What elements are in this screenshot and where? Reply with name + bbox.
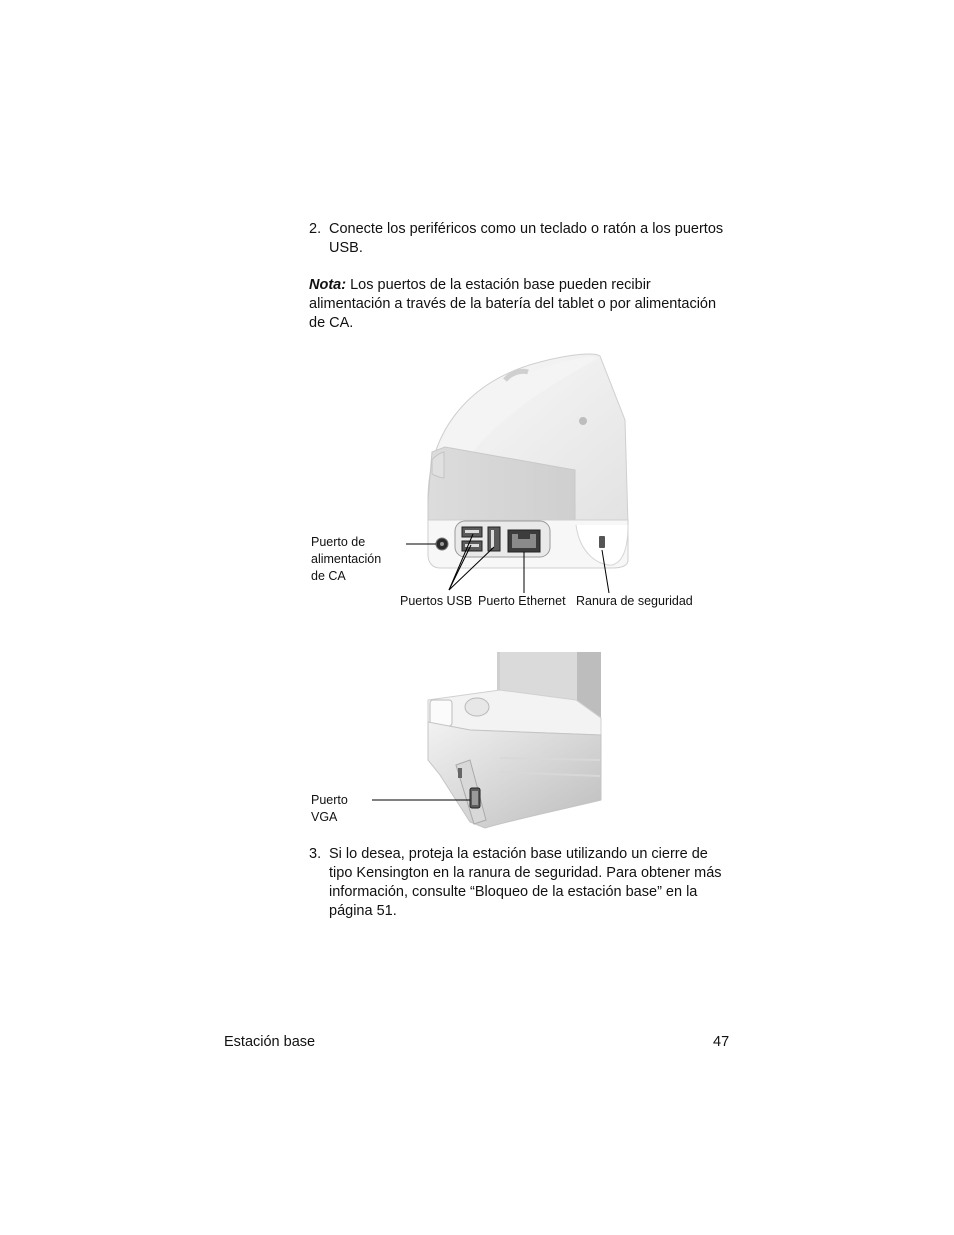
- step-line: Si lo desea, proteja la estación base utilizando un cierre de: [329, 846, 708, 862]
- footer-page-number: 47: [713, 1034, 730, 1050]
- step-line: tipo Kensington en la ranura de seguridad. Para obtener más: [329, 865, 722, 881]
- note-label: Nota:: [309, 277, 347, 293]
- step-line: USB.: [329, 240, 363, 256]
- step-line: página 51.: [329, 903, 397, 919]
- label-line: VGA: [311, 810, 338, 824]
- label-line: alimentación: [311, 552, 382, 566]
- step-line: Conecte los periféricos como un teclado o ratón a los puertos: [329, 221, 724, 237]
- step-3: [309, 845, 749, 925]
- label-vga-port: [311, 792, 348, 826]
- step-text: [329, 845, 722, 921]
- note-line: de CA.: [309, 315, 354, 331]
- label-line: Puerto de: [311, 535, 366, 549]
- note-line: Los puertos de la estación base pueden recibir: [350, 277, 651, 293]
- label-line: de CA: [311, 569, 346, 583]
- label-usb-ports: Puertos USB: [400, 594, 473, 608]
- step-number: 3.: [309, 846, 322, 862]
- footer-section-title: Estación base: [224, 1034, 316, 1050]
- note-line: alimentación a través de la batería del tablet o por alimentación: [309, 296, 717, 312]
- label-line: Puerto: [311, 793, 348, 807]
- step-number: 2.: [309, 221, 322, 237]
- label-security-slot: Ranura de seguridad: [576, 594, 693, 608]
- latch: [430, 700, 452, 726]
- release-button: [465, 698, 489, 716]
- step-line: información, consulte “Bloqueo de la estación base” en la: [329, 884, 698, 900]
- label-ethernet-port: Puerto Ethernet: [478, 594, 566, 608]
